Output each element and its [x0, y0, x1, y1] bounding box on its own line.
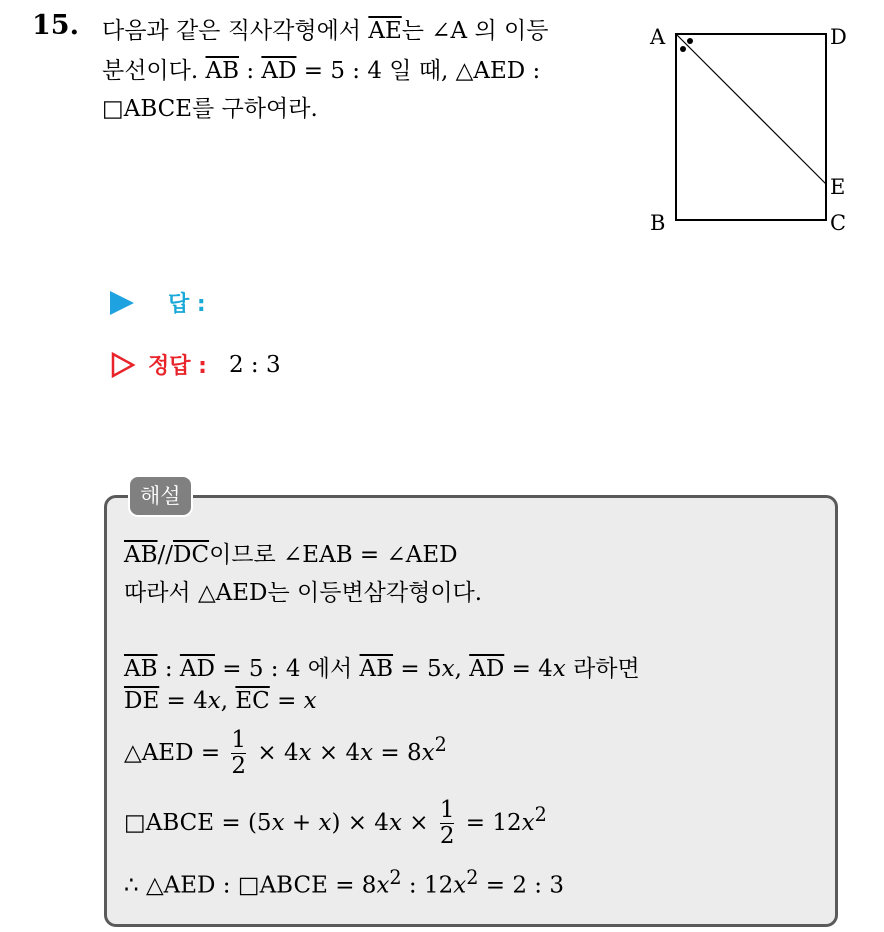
solution-text: = 5 — [393, 656, 442, 682]
solution-line-2: 따라서 △AED는 이등변삼각형이다. — [124, 580, 483, 606]
segment-de: $\overline{DE}$ — [124, 688, 160, 714]
correct-answer-value: 2 : 3 — [228, 351, 281, 378]
fraction-half — [231, 728, 246, 780]
solution-text: : 12 — [401, 872, 454, 899]
solution-line-1 — [124, 536, 458, 569]
variable-x: x — [421, 739, 435, 766]
segment-ab: $\overline{AB}$ — [124, 542, 158, 568]
question-text: 분선이다. — [102, 58, 206, 84]
solution-text: = 2 : 3 — [478, 872, 564, 899]
segment-dc: $\overline{DC}$ — [173, 542, 210, 568]
solution-text: ) × 4 — [331, 809, 389, 836]
solution-line-6 — [124, 798, 547, 850]
parallel-sign: // — [157, 542, 174, 568]
vertex-label-a: A — [650, 25, 666, 49]
solution-text: , — [220, 688, 236, 714]
segment-ab: $\overline{AB}$ — [205, 58, 240, 84]
variable-x: x — [552, 656, 566, 682]
variable-x: x — [376, 872, 390, 899]
exponent: 2 — [534, 803, 547, 827]
variable-x: x — [318, 809, 332, 836]
fraction-numerator: 1 — [231, 727, 247, 753]
variable-x: x — [207, 688, 221, 714]
solution-tag: 해설 — [128, 475, 193, 517]
solution-line-4 — [124, 688, 317, 714]
correct-answer-row — [110, 349, 281, 380]
question-line-2 — [102, 52, 540, 85]
solution-text: × — [401, 809, 436, 836]
variable-x: x — [453, 872, 467, 899]
correct-answer-label: 정답 : — [148, 354, 207, 379]
solution-text: □ABCE = (5 — [124, 809, 272, 836]
solution-text: = 4 — [504, 656, 553, 682]
answer-row — [110, 287, 206, 318]
variable-x: x — [360, 739, 374, 766]
vertex-label-d: D — [830, 25, 847, 49]
solution-text: = 8 — [373, 739, 422, 766]
angle-mark-dot — [680, 46, 686, 52]
solution-text: 라하면 — [565, 656, 640, 682]
question-line-3: □ABCE를 구하여라. — [102, 96, 318, 122]
solution-text: = 5 : 4 에서 — [214, 656, 360, 682]
solution-text: ∴ △AED : □ABCE = 8 — [124, 872, 377, 899]
variable-x: x — [271, 809, 285, 836]
segment-ab: $\overline{AB}$ — [359, 656, 394, 682]
solution-text: = 4 — [159, 688, 208, 714]
question-text: = 5 : 4 일 때, △AED : — [296, 58, 541, 84]
exponent: 2 — [389, 866, 402, 889]
solution-text: : — [157, 656, 180, 682]
solution-text: = — [269, 688, 304, 714]
segment-ab: $\overline{AB}$ — [124, 656, 158, 682]
vertex-label-b: B — [650, 211, 666, 235]
question-text: 는 ∠A 의 이등 — [401, 18, 549, 44]
play-icon — [110, 291, 134, 315]
solution-text: 이므로 ∠EAB = ∠AED — [209, 542, 458, 568]
variable-x: x — [441, 656, 455, 682]
variable-x: x — [298, 739, 312, 766]
vertex-label-c: C — [830, 211, 847, 235]
exponent: 2 — [434, 733, 447, 757]
segment-ad: $\overline{AD}$ — [261, 58, 297, 84]
answer-label: 답 : — [168, 292, 206, 317]
variable-x: x — [303, 688, 317, 714]
solution-text: , — [454, 656, 470, 682]
fraction-denominator: 2 — [231, 753, 247, 780]
variable-x: x — [521, 809, 535, 836]
rectangle-figure — [640, 18, 860, 238]
solution-text: △AED = — [124, 739, 228, 766]
fraction-denominator: 2 — [439, 823, 455, 850]
solution-text: = 12 — [458, 809, 522, 836]
solution-text: × 4 — [311, 739, 361, 766]
solution-text: × 4 — [250, 739, 299, 766]
solution-line-7 — [124, 866, 564, 899]
solution-line-5 — [124, 728, 447, 780]
solution-line-3 — [124, 650, 640, 683]
outline-play-icon — [110, 351, 136, 379]
question-text: : — [239, 58, 262, 84]
segment-ad: $\overline{AD}$ — [469, 656, 505, 682]
solution-text: + — [284, 809, 319, 836]
segment-ad: $\overline{AD}$ — [179, 656, 215, 682]
fraction-numerator: 1 — [439, 797, 455, 823]
rectangle-abcd — [676, 34, 826, 220]
question-number: 15. — [32, 10, 79, 41]
segment-ae: $\overline{AE}$ — [368, 18, 402, 44]
fraction-half — [440, 798, 455, 850]
exponent: 2 — [466, 866, 479, 889]
question-text: 다음과 같은 직사각형에서 — [102, 18, 369, 44]
vertex-label-e: E — [830, 175, 846, 199]
variable-x: x — [388, 809, 402, 836]
question-line-1 — [102, 12, 548, 45]
bisector-ae — [676, 34, 826, 184]
angle-mark-dot — [687, 38, 693, 44]
segment-ec: $\overline{EC}$ — [235, 688, 270, 714]
